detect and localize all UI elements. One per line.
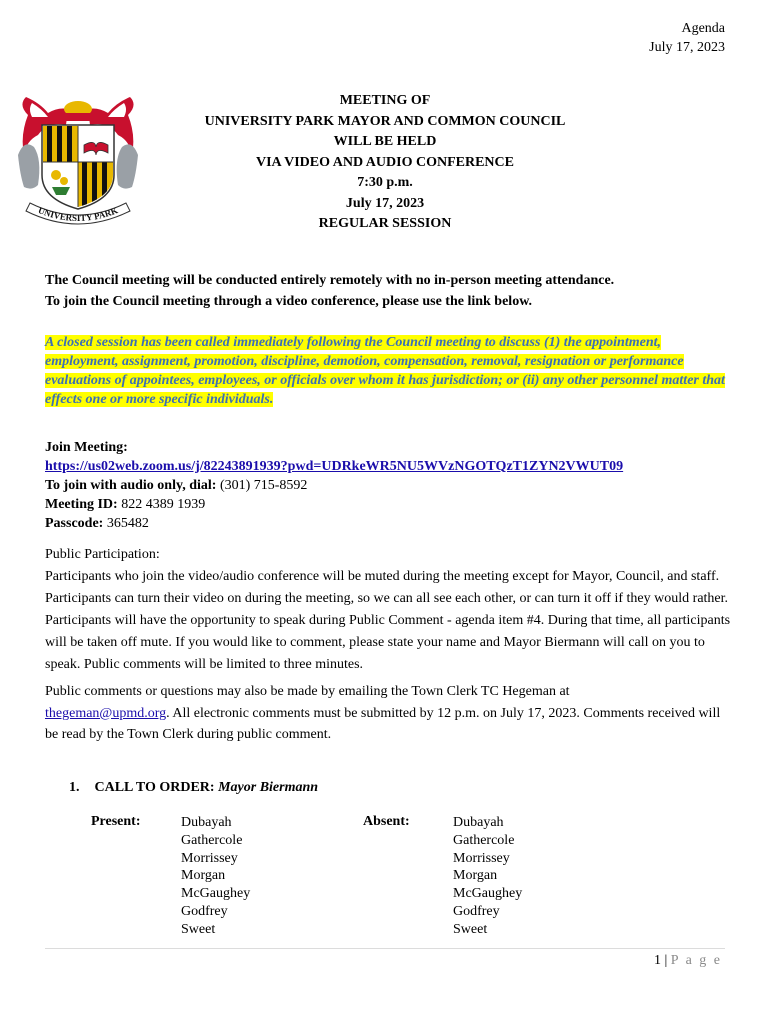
agenda-item-presenter: Mayor Biermann <box>218 780 319 795</box>
present-label: Present: <box>91 814 141 829</box>
audio-phone: (301) 715-8592 <box>216 478 308 493</box>
agenda-item-call-to-order <box>69 778 318 797</box>
clerk-email-link[interactable]: thegeman@upmd.org <box>45 705 167 721</box>
passcode-label: Passcode: <box>45 516 104 531</box>
title-line: MEETING OF <box>339 93 431 108</box>
meeting-id-label: Meeting ID: <box>45 497 118 512</box>
public-participation-body: Participants who join the video/audio conference will be muted during the meeting except for Mayor, Council, and staff. Participants can turn their video on during the meeting, so we can all see each other, or can turn it off if they would rather. Participants will have the opportunity to speak during Public Comment - agenda item #4. During that time, all participants will be taken off mute. If you would like to comment, please state your name and Mayor Biermann will call on you to speak. Public comments will be limited to three minutes. <box>45 569 731 672</box>
list-item: Gathercole <box>453 832 515 848</box>
title-line: 7:30 p.m. <box>357 175 413 190</box>
join-heading: Join Meeting: <box>45 440 128 455</box>
email-comments-section <box>45 681 735 746</box>
list-item: Godfrey <box>453 903 500 919</box>
title-line: UNIVERSITY PARK MAYOR AND COMMON COUNCIL <box>204 113 566 129</box>
header-right <box>649 19 725 57</box>
meeting-title-block <box>0 91 770 235</box>
notice-line: To join the Council meeting through a video conference, please use the link below. <box>45 293 533 309</box>
email-suffix: . All electronic comments must be submitted by 12 p.m. on July 17, 2023. Comments received will be read by the Town Clerk during public comment. <box>45 705 721 742</box>
title-line: REGULAR SESSION <box>318 216 452 231</box>
list-item: Morgan <box>453 868 498 884</box>
zoom-meeting-link[interactable]: https://us02web.zoom.us/j/82243891939?pwd=UDRkeWR5NU5WVzNGOTQzT1ZYN2VWUT09 <box>45 459 624 474</box>
title-line: WILL BE HELD <box>333 134 437 149</box>
list-item: Sweet <box>181 921 216 937</box>
email-prefix: Public comments or questions may also be made by emailing the Town Clerk TC Hegeman at <box>45 684 570 699</box>
list-item: Gathercole <box>181 832 243 848</box>
footer-divider <box>45 948 725 949</box>
svg-text:UNIVERSITY PARK: UNIVERSITY PARK <box>36 205 120 224</box>
agenda-item-label: CALL TO ORDER: <box>94 780 215 795</box>
agenda-item-number: 1. <box>69 780 80 795</box>
page-word: P a g e <box>670 953 722 968</box>
public-participation-heading: Public Participation: <box>45 547 160 562</box>
absent-list <box>453 814 522 939</box>
passcode-value: 365482 <box>103 516 149 531</box>
list-item: Morrissey <box>181 850 238 866</box>
audio-label: To join with audio only, dial: <box>45 478 217 493</box>
list-item: Dubayah <box>453 815 504 830</box>
list-item: McGaughey <box>181 886 251 902</box>
meeting-id-value: 822 4389 1939 <box>117 497 206 512</box>
title-line: July 17, 2023 <box>345 195 425 211</box>
remote-meeting-notice <box>45 271 735 312</box>
doc-type-label: Agenda <box>681 21 725 36</box>
absent-label: Absent: <box>363 814 410 829</box>
list-item: Sweet <box>453 921 488 937</box>
title-line: VIA VIDEO AND AUDIO CONFERENCE <box>255 154 514 170</box>
page-separator: | <box>664 953 668 968</box>
public-participation-section <box>45 544 735 676</box>
header-date: July 17, 2023 <box>649 40 725 55</box>
list-item: Godfrey <box>181 903 228 919</box>
notice-line: The Council meeting will be conducted entirely remotely with no in-person meeting attendance. <box>45 273 615 288</box>
list-item: Morgan <box>181 868 226 884</box>
closed-session-notice <box>45 333 735 409</box>
closed-session-text: A closed session has been called immediately following the Council meeting to discuss (1) the appointment, employment, assignment, promotion, discipline, demotion, compensation, removal, resignation or performance evaluations of appointees, employees, or officials over whom it has jurisdiction; or (ii) any other personnel matter that effects one or more specific individuals. <box>45 335 725 407</box>
page-number: 1 <box>653 953 661 968</box>
join-meeting-section <box>45 438 735 533</box>
page-footer <box>654 953 722 969</box>
list-item: Morrissey <box>453 850 510 866</box>
list-item: Dubayah <box>181 815 232 830</box>
list-item: McGaughey <box>453 886 523 902</box>
present-list <box>181 814 250 939</box>
